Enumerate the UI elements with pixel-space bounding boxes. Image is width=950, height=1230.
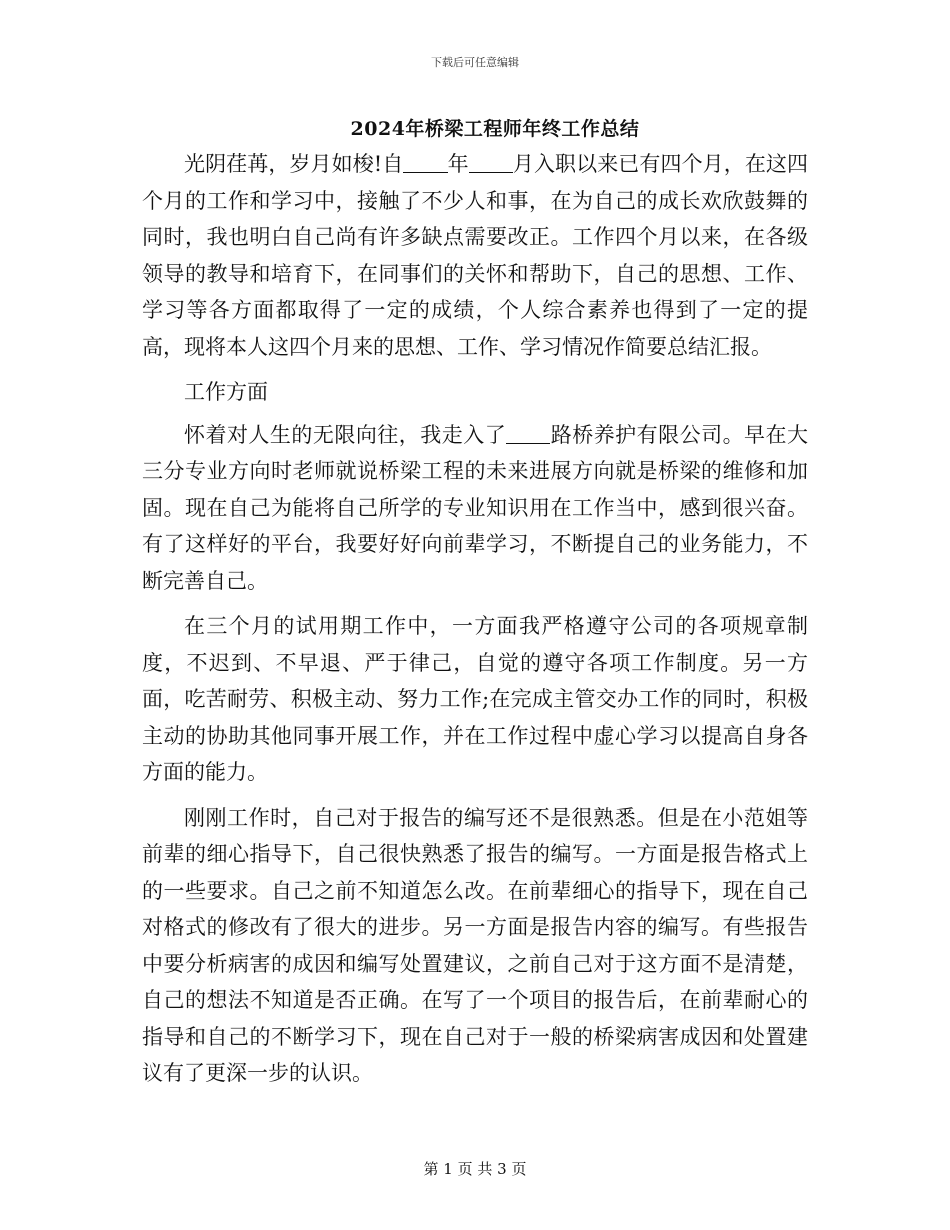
page-footer: 第 1 页 共 3 页 — [423, 1160, 527, 1178]
paragraph-intro-part-1: 光阴荏苒，岁月如梭!自 — [184, 152, 404, 176]
paragraph-intro-part-3: 月入职以来已有四个月，在这四个月的工作和学习中，接触了不少人和事，在为自己的成长欢欣鼓舞的同时，我也明白自己尚有许多缺点需要改正。工作四个月以来，在各级领导的教导和培育下，在同事们的关怀和帮助下，自己的思想、工作、学习等各方面都取得了一定的成绩，个人综合素养也得到了一定的提高，现将本人这四个月来的思想、工作、学习情况作简要总结汇报。 — [142, 152, 809, 359]
header-note: 下载后可任意编辑 — [431, 56, 519, 69]
section-heading-work: 工作方面 — [184, 380, 268, 404]
document-title: 2024年桥梁工程师年终工作总结 — [350, 118, 640, 140]
blank-field-year — [403, 151, 447, 173]
document-body — [142, 146, 808, 1101]
paragraph-intro — [142, 146, 808, 365]
paragraph-reports: 刚刚工作时，自己对于报告的编写还不是很熟悉。但是在小范姐等前辈的细心指导下，自己很快熟悉了报告的编写。一方面是报告格式上的一些要求。自己之前不知道怎么改。在前辈细心的指导下，现在自己对格式的修改有了很大的进步。另一方面是报告内容的编写。有些报告中要分析病害的成因和编写处置建议，之前自己对于这方面不是清楚，自己的想法不知道是否正确。在写了一个项目的报告后，在前辈耐心的指导和自己的不断学习下，现在自己对于一般的桥梁病害成因和处置建议有了更深一步的认识。 — [142, 805, 808, 1085]
paragraph-company — [142, 417, 808, 600]
blank-field-company — [506, 422, 550, 444]
paragraph-probation: 在三个月的试用期工作中，一方面我严格遵守公司的各项规章制度，不迟到、不早退、严于律己，自觉的遵守各项工作制度。另一方面，吃苦耐劳、积极主动、努力工作;在完成主管交办工作的同时，积极主动的协助其他同事开展工作，并在工作过程中虚心学习以提高自身各方面的能力。 — [142, 614, 808, 784]
paragraph-intro-part-2: 年 — [447, 152, 469, 176]
paragraph-company-part-2: 路桥养护有限公司。早在大三分专业方向时老师就说桥梁工程的未来进展方向就是桥梁的维修和加固。现在自己为能将自己所学的专业知识用在工作当中，感到很兴奋。有了这样好的平台，我要好好向前辈学习，不断提自己的业务能力，不断完善自己。 — [142, 422, 809, 593]
paragraph-company-part-1: 怀着对人生的无限向往，我走入了 — [184, 422, 507, 447]
blank-field-month — [469, 151, 513, 173]
